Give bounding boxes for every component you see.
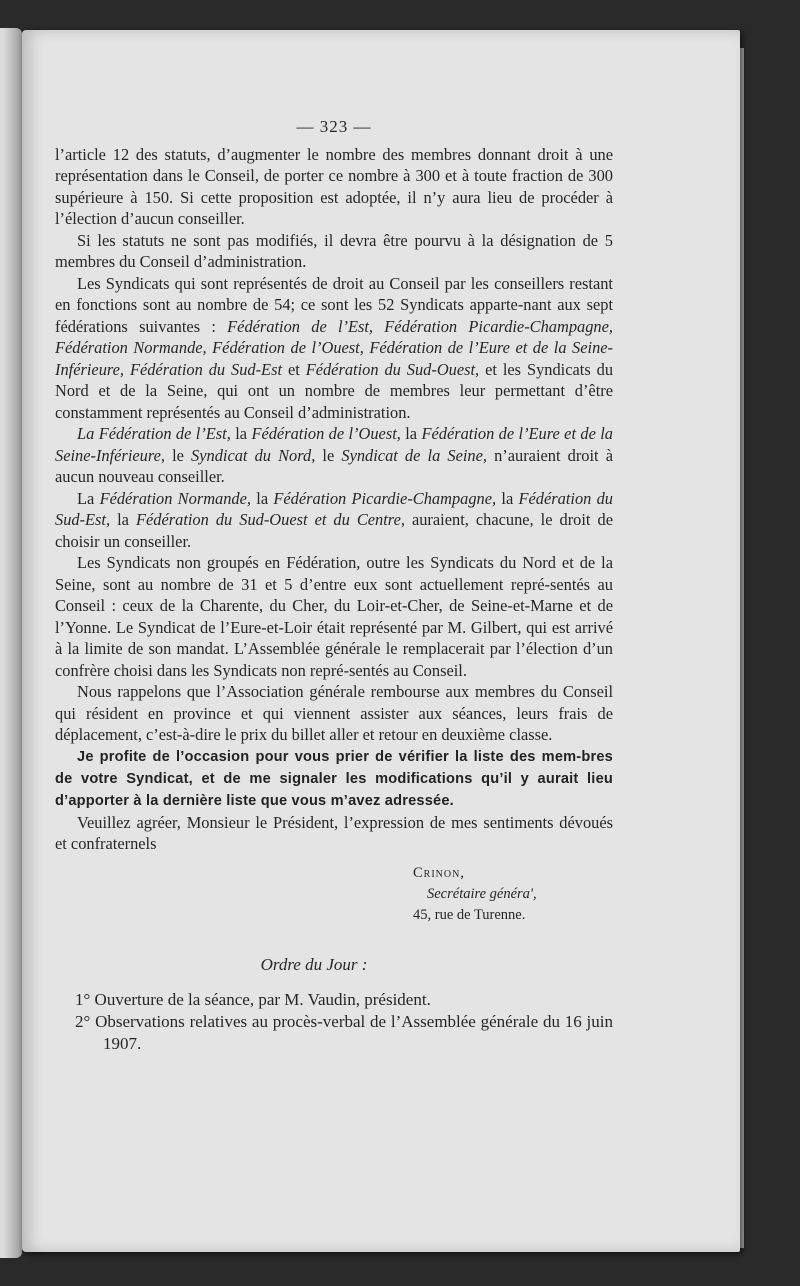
p3-and: et [282,359,306,379]
paragraph-8-bold: Je profite de l’occasion pour vous prier de vérifier la liste des mem-bres de votre Syndicat, et de me signaler les modifications qu’il y aurait lieu d’apporter à la dernière liste que vous m’avez adressée. [55,748,613,809]
p5-tail: auraient, chacune, le droit de choisir un conseiller. [55,510,613,551]
paragraph-6: Les Syndicats non groupés en Fédération, outre les Syndicats du Nord et de la Seine, sont au nombre de 31 et 5 d’entre eux sont actuellement repré-sentés au Conseil : ceux de la Charente, du Cher, du Loir-et-Cher, de Seine-et-Marne et de l’Yonne. Le Syndicat de l’Eure-et-Loir était représenté par M. Gilbert, qui est arrivé à la limite de son mandat. L’Assemblée générale le remplacerait par l’élection d’un confrère choisi dans les Syndicats non repré-sentés au Conseil. [55,553,613,680]
p4-nord: Syndicat du Nord, [191,445,316,465]
paragraph-7: Nous rappelons que l’Association générale rembourse aux membres du Conseil qui résident en province et qui viennent assister aux séances, leurs frais de déplacement, c’est-à-dire le prix du billet aller et retour en deuxième classe. [55,682,613,744]
signature-address: 45, rue de Turenne. [413,906,526,923]
paragraph-9-closing: Veuillez agréer, Monsieur le Président, l’expression de mes sentiments dévoués et confraternels [55,812,613,853]
p4-sep1: la [230,424,252,443]
page-content [55,116,613,1055]
p5-la: La [77,488,100,508]
p4-ouest: Fédération de l’Ouest, [251,424,401,443]
paragraph-1: l’article 12 des statuts, d’augmenter le nombre des membres donnant droit à une représentation dans le Conseil, de porter ce nombre à 300 et à toute fraction de 300 supérieure à 150. Si cette proposition est adoptée, il n’y aura lieu de procéder à l’élection d’aucun conseiller. [55,144,613,228]
agenda-item: 1° Ouverture de la séance, par M. Vaudin, président. [75,990,431,1009]
p3-federations: Fédération de l’Est, Fédération Picardie-Champagne, Fédération Normande, Fédération de l’Ouest, Fédération de l’Eure et de la Seine-Inférieure, Fédération du Sud-Est [55,316,613,379]
p5-sud-ouest-centre: Fédération du Sud-Ouest et du Centre, [135,510,405,529]
agenda-title: Ordre du Jour : [260,954,368,974]
p5-sep1: la [251,488,274,508]
page-number: — 323 — [296,117,372,136]
p4-eure: Fédération de l’Eure et de la Seine-Inférieure, [55,424,613,465]
p5-picardie: Fédération Picardie-Champagne, [273,488,497,508]
agenda-item: 2° Observations relatives au procès-verbal de l’Assemblée générale du 16 juin 1907. [75,1012,613,1053]
p4-est: La Fédération de l’Est, [77,424,231,443]
p4-tail: n’auraient droit à aucun nouveau conseiller. [55,445,613,486]
agenda-list [55,989,613,1055]
p4-sep4: le [315,445,342,465]
p4-sep3: le [164,445,192,465]
signature-block [55,863,613,926]
p5-sep3: la [110,510,136,529]
p3-tail: et les Syndicats du Nord et de la Seine, qui ont un nombre de membres leur permettant d’être constamment représentés au Conseil d’administration. [55,359,614,422]
p3-text: Les Syndicats qui sont représentés de droit au Conseil par les conseillers restant en fonctions sont au nombre de 54; ce sont les 52 Syndicats apparte-nant aux sept fédérations suivantes : [55,273,613,336]
signature-title: Secrétaire généra', [427,885,537,902]
p4-sep2: la [400,424,422,443]
p5-normande: Fédération Normande, [99,488,251,508]
p5-sud-est: Fédération du Sud-Est, [55,488,613,529]
paragraph-3 [55,273,613,424]
previous-page-edge [0,28,22,1258]
paragraph-2: Si les statuts ne sont pas modifiés, il devra être pourvu à la désignation de 5 membres du Conseil d’administration. [55,230,613,271]
paragraph-5 [55,488,613,553]
signature-name: Crinon, [413,864,465,881]
p3-sud-ouest: Fédération du Sud-Ouest, [305,359,480,379]
p4-seine: Syndicat de la Seine, [341,445,487,465]
paragraph-4 [55,423,613,488]
p5-sep2: la [496,488,519,508]
